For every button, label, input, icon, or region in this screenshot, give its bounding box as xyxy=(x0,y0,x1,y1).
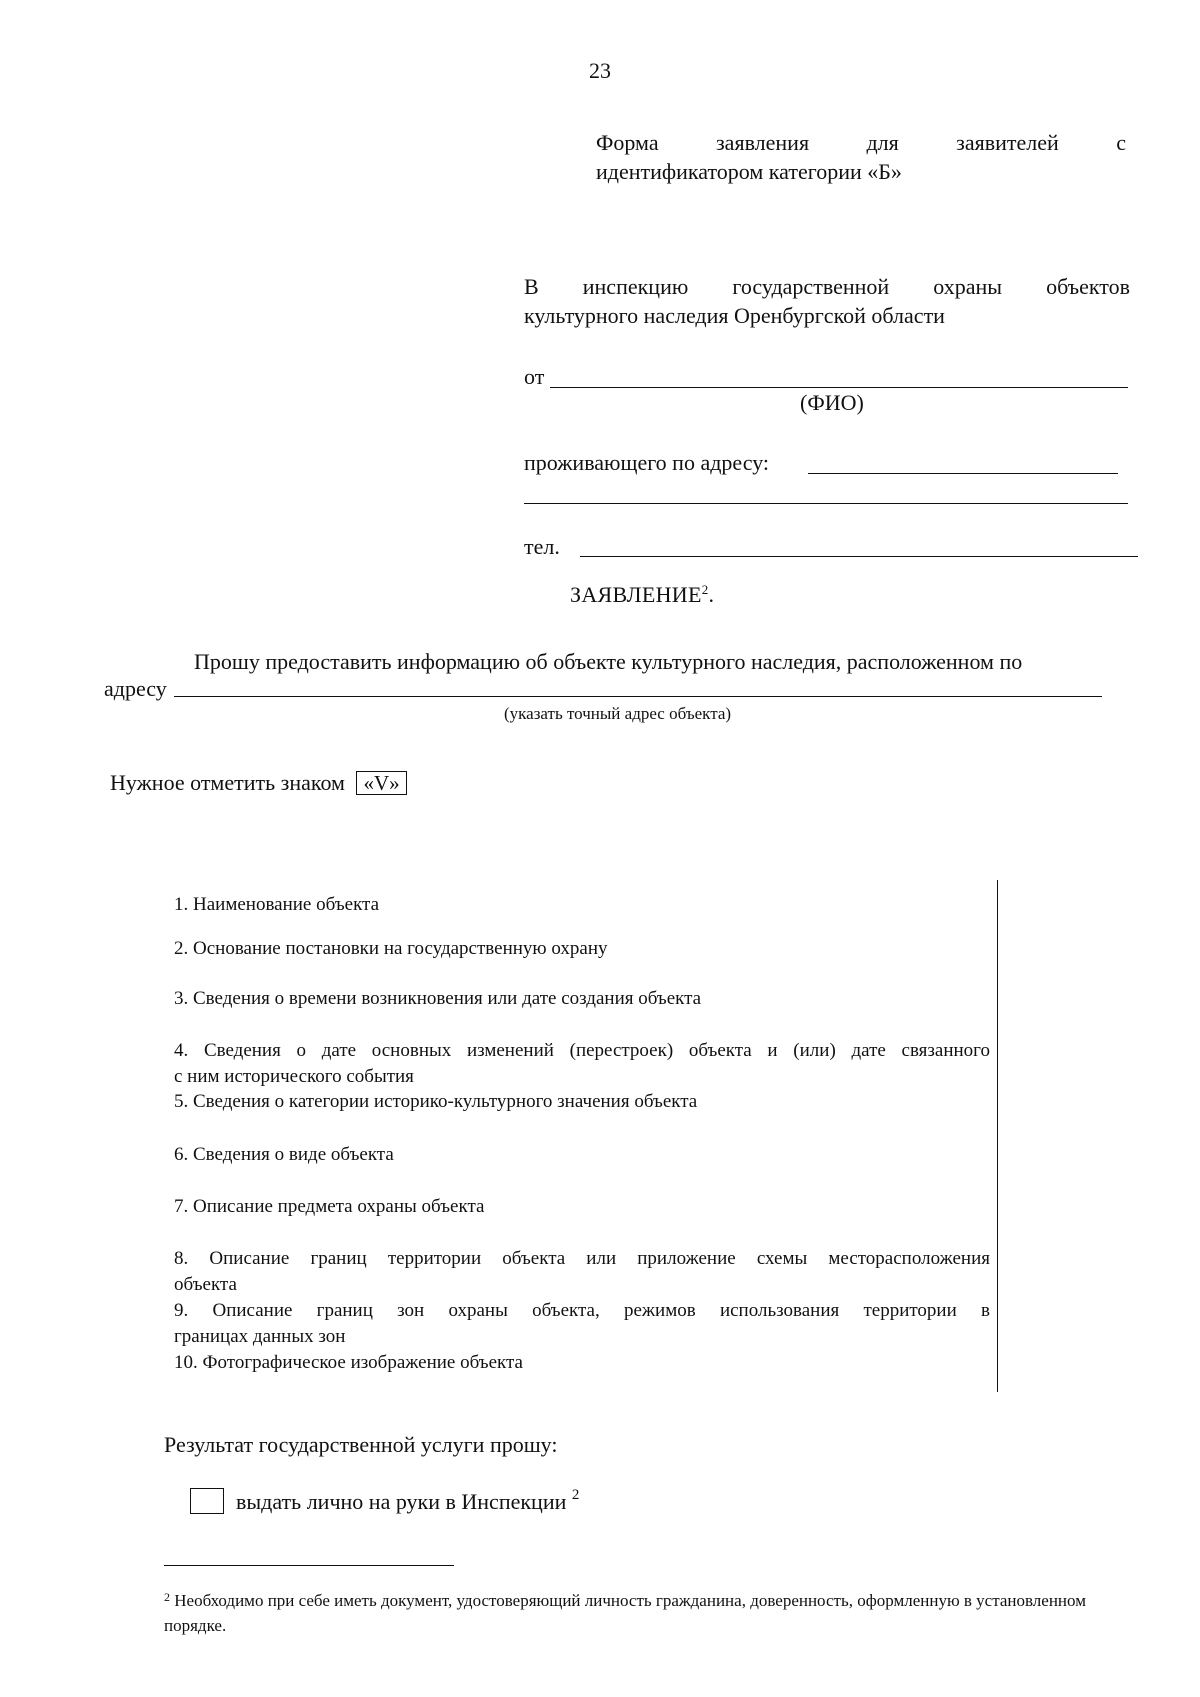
footnote-separator xyxy=(164,1565,454,1566)
object-address-caption: (указать точный адрес объекта) xyxy=(504,704,732,723)
info-item-7[interactable]: 7. Описание предмета охраны объекта xyxy=(174,1196,485,1217)
result-label: Результат государственной услуги прошу: xyxy=(164,1432,558,1457)
footnote-text: Необходимо при себе иметь документ, удостоверяющий личность гражданина, доверенность, оформленную в установленном порядке. xyxy=(164,1591,1086,1635)
phone-label: тел. xyxy=(524,534,560,559)
info-item-3[interactable]: 3. Сведения о времени возникновения или дате создания объекта xyxy=(174,988,702,1009)
info-item-1[interactable]: 1. Наименование объекта xyxy=(174,894,380,915)
personal-pickup-text: выдать лично на руки в Инспекции xyxy=(236,1489,567,1514)
address-field-line-1[interactable] xyxy=(808,473,1118,474)
form-title-line-1: Форма заявления для заявителей с xyxy=(596,130,1126,155)
request-text: Прошу предоставить информацию об объекте культурного наследия, расположенном по xyxy=(194,649,1023,674)
name-caption: (ФИО) xyxy=(800,390,864,415)
recipient-block xyxy=(524,272,1130,330)
address-field-line-2[interactable] xyxy=(524,503,1128,504)
form-title xyxy=(596,128,1126,186)
form-title-line-2: идентификатором категории «Б» xyxy=(596,159,902,184)
info-item-9-cont: границах данных зон xyxy=(174,1326,346,1347)
document-title-text: ЗАЯВЛЕНИЕ xyxy=(570,582,702,607)
info-item-4[interactable]: 4. Сведения о дате основных изменений (перестроек) объекта и (или) дате связанного xyxy=(174,1040,990,1061)
mark-instruction-text: Нужное отметить знаком xyxy=(110,770,345,795)
recipient-line-1: В инспекцию государственной охраны объектов xyxy=(524,274,1130,299)
object-address-line[interactable] xyxy=(174,696,1102,697)
personal-pickup-footnote-ref: 2 xyxy=(571,1487,580,1503)
address-label: проживающего по адресу: xyxy=(524,450,770,475)
document-title-period: . xyxy=(708,582,715,607)
recipient-line-2: культурного наследия Оренбургской области xyxy=(524,303,945,328)
info-item-10[interactable]: 10. Фотографическое изображение объекта xyxy=(174,1352,523,1373)
list-border-line xyxy=(997,880,998,1392)
phone-field-line[interactable] xyxy=(580,556,1138,557)
info-item-8-cont: объекта xyxy=(174,1274,237,1295)
mark-instruction xyxy=(110,770,407,796)
document-title-footnote-ref: 2 xyxy=(701,582,709,597)
document-title xyxy=(570,582,714,608)
page-number: 23 xyxy=(589,58,611,83)
info-item-2[interactable]: 2. Основание постановки на государственную охрану xyxy=(174,938,608,959)
personal-pickup-label xyxy=(236,1487,579,1515)
info-item-8[interactable]: 8. Описание границ территории объекта или приложение схемы месторасположения xyxy=(174,1248,990,1269)
request-address-label: адресу xyxy=(104,676,167,701)
footnote xyxy=(164,1585,1130,1638)
mark-sample-box: «V» xyxy=(356,771,406,795)
footnote-marker: 2 xyxy=(164,1590,170,1604)
info-item-9[interactable]: 9. Описание границ зон охраны объекта, режимов использования территории в xyxy=(174,1300,990,1321)
personal-pickup-checkbox[interactable] xyxy=(190,1488,224,1514)
info-item-5[interactable]: 5. Сведения о категории историко-культурного значения объекта xyxy=(174,1091,698,1112)
name-field-line[interactable] xyxy=(550,387,1128,388)
info-item-4-cont: с ним исторического события xyxy=(174,1066,414,1087)
info-item-6[interactable]: 6. Сведения о виде объекта xyxy=(174,1144,394,1165)
from-label: от xyxy=(524,364,545,389)
